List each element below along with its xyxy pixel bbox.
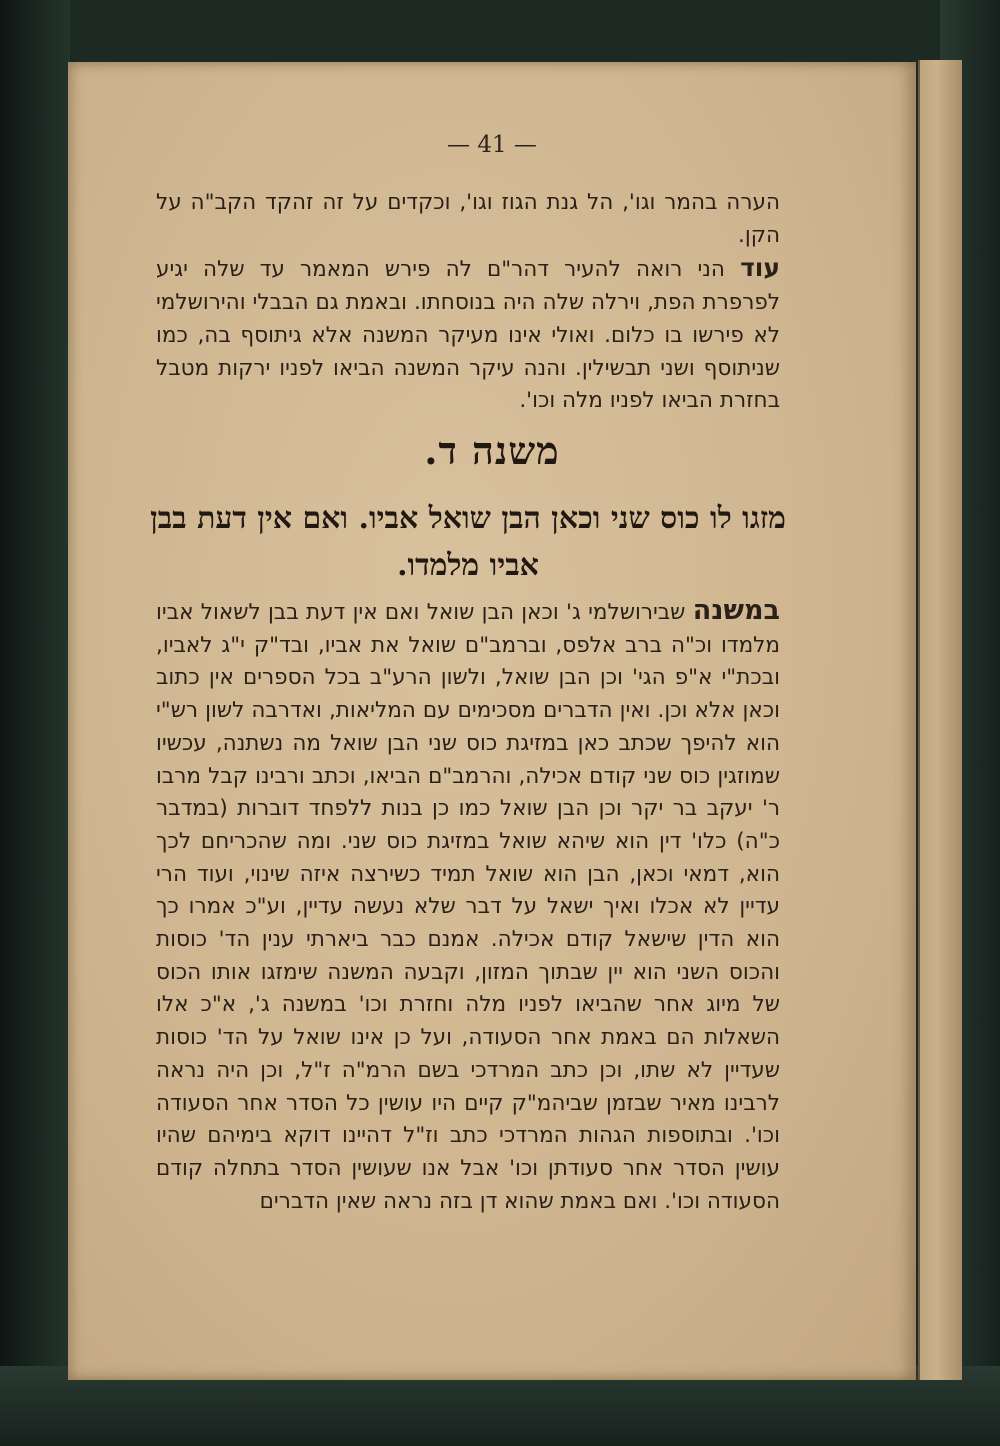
commentary-lead-word: במשנה xyxy=(692,595,780,626)
section-heading: משנה ד. xyxy=(424,428,560,473)
od-lead-word: עוד xyxy=(740,253,780,283)
page-number: — 41 — xyxy=(447,132,537,158)
facing-page-edge xyxy=(918,60,962,1380)
book-page xyxy=(68,62,916,1380)
od-paragraph xyxy=(156,252,780,418)
book-cover-left-edge xyxy=(0,0,70,1446)
commentary-paragraph xyxy=(156,595,780,1218)
commentary-text: שבירושלמי ג' וכאן הבן שואל ואם אין דעת בבן לשאול אביו מלמדו וכ"ה ברב אלפס, וברמב"ם שואל את אביו, ובד"ק י"ג לאביו, ובכת"י א"פ הגי' וכן הבן שואל, ולשון הרע"ב בכל הספרים אין כתוב וכאן אלא וכן. ואין הדברים מסכימים עם המליאות, ואדרבה לשון רש"י הוא להיפך שכתב כאן במזיגת כוס שני הבן שואל מה נשתנה, עכשיו שמוזגין כוס שני קודם אכילה, והרמב"ם הביאו, וכתב ורבינו קבל מרבו ר' יעקב בר יקר וכן הבן שואל כמו כן בנות ללפחד דוברות (במדבר כ"ה) כלו' דין הוא שיהא שואל במזיגת כוס שני. ומה שהכריחם לכך הוא, דמאי וכאן, הבן הוא שואל תמיד כשירצה איזה שינוי, ועוד הרי עדיין לא אכלו ואיך ישאל על דבר שלא נעשה עדיין, וע"כ אמרו כך הוא הדין שישאל קודם אכילה. אמנם כבר ביארתי ענין הד' כוסות והכוס השני הוא יין שבתוך המזון, וקבעה המשנה שימזגו אותו הכוס של מיוג אחר שהביאו לפניו מלה וחזרת וכו' במשנה ג', א"כ אלו השאלות הם באמת אחר הסעודה, ועל כן אינו שואל על הד' כוסות שעדיין לא שתו, וכן כתב המרדכי בשם הרמ"ה ז"ל, וכן היה נראה לרבינו מאיר שבזמן שביהמ"ק קיים היו עושין כל הסדר אחר הסעודה וכו'. ובתוספות הגהות המרדכי כתב וז"ל דהיינו דוקא בימיהם שהיו עושין הסדר אחר סעודתן וכו' אבל אנו שעושין הסדר בתחלה קודם הסעודה וכו'. ואם באמת שהוא דן בזה נראה שאין הדברים xyxy=(156,600,780,1214)
opening-text-block xyxy=(156,187,780,418)
od-paragraph-text: הני רואה להעיר דהר"ם לה פירש המאמר עד שלה יגיע לפרפרת הפת, וירלה שלה היה בנוסחתו. ובאמת גם הבבלי והירושלמי לא פירשו בו כלום. ואולי אינו מעיקר המשנה אלא גיתוסף בה, כמו שניתוסף ושני תבשילין. והנה עיקר המשנה הביאו לפניו ירקות מטבל בחזרת הביאו לפניו מלה וכו'. xyxy=(156,257,780,414)
mishnah-text: מזגו לו כוס שני וכאן הבן שואל אביו. ואם אין דעת בבן אביו מלמדו. xyxy=(150,501,786,583)
opening-paragraph: הערה בהמר וגו', הל גנת הגוז וגו', וכקדים על זה זהקד הקב"ה על הקן. xyxy=(156,190,780,248)
commentary-text-block xyxy=(156,595,780,1218)
